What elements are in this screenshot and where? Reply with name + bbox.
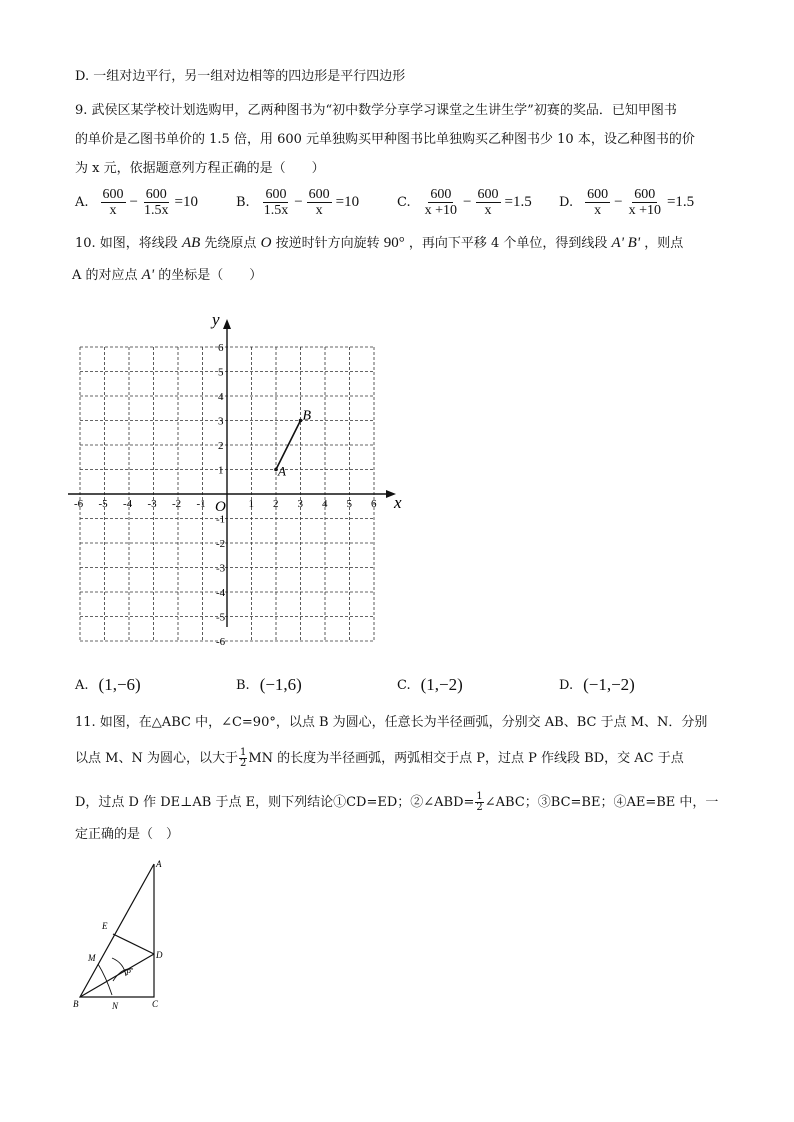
label-m: M [88, 953, 96, 963]
q9-stem-line3: 为 x 元，依据题意列方程正确的是（ ） [75, 161, 325, 176]
x-tick-label: -5 [98, 498, 108, 510]
x-tick-label: 1 [248, 498, 254, 510]
label-e: E [102, 921, 108, 931]
y-tick-label: 6 [218, 342, 224, 354]
y-tick-label: -4 [216, 587, 226, 599]
y-tick-label: -6 [216, 636, 226, 648]
triangle-abc [80, 864, 154, 997]
q9-option-b[interactable]: B. $\frac{600}{1.5x}$ − $\frac{600}{x}$ =10 [236, 187, 360, 218]
q9-stem-line1: 9. 武侯区某学校计划选购甲，乙两种图书为“初中数学分享学习课堂之生讲生学”初赛的奖品．已知甲图书 [75, 103, 677, 118]
x-tick-label: 2 [273, 498, 279, 510]
tick-labels [74, 342, 377, 648]
y-tick-label: 4 [218, 391, 224, 403]
q10-option-c[interactable]: C. (1,−2) [397, 675, 463, 694]
q8-option-d: D. 一组对边平行，另一组对边相等的四边形是平行四边形 [75, 69, 406, 84]
label-c: C [152, 999, 159, 1009]
q9-option-c[interactable]: C. $\frac{600}{x +10}$ − $\frac{600}{x}$ =1.5 [397, 187, 532, 218]
label-p: P [126, 968, 131, 977]
x-tick-label: 5 [346, 498, 352, 510]
q11-stem-line2: 以点 M、N 为圆心，以大于 $\frac{1}{2}$ MN 的长度为半径画弧，两弧相交于点 P，过点 P 作线段 BD，交 AC 于点 [75, 747, 684, 769]
x-tick-label: -3 [147, 498, 157, 510]
q11-stem-line4: 定正确的是（ ） [75, 827, 180, 842]
label-d: D [156, 950, 163, 960]
x-tick-label: -2 [172, 498, 182, 510]
y-tick-label: 3 [218, 415, 224, 428]
q11-stem-line3: D，过点 D 作 DE⊥AB 于点 E，则下列结论①CD=ED；②∠ABD= $\frac{1}{2}$ ∠ABC；③BC=BE；④AE=BE 中，一 [75, 791, 719, 813]
x-tick-label: -6 [74, 498, 84, 510]
point-a-label: A [278, 463, 286, 479]
x-tick-label: 6 [371, 498, 377, 510]
q10-option-d[interactable]: D. (−1,−2) [559, 675, 635, 694]
y-tick-label: -1 [216, 513, 226, 526]
y-tick-label: -2 [216, 538, 226, 550]
segment-de [113, 934, 154, 954]
y-axis-arrow [223, 319, 231, 329]
axes [68, 310, 402, 627]
label-a: A [156, 859, 162, 869]
y-tick-label: 2 [218, 440, 224, 452]
x-axis-label: x [394, 493, 402, 512]
segment-ab [274, 409, 311, 479]
q11-triangle-figure [70, 855, 180, 1015]
q10-option-b[interactable]: B. (−1,6) [236, 675, 302, 694]
q10-coordinate-graph [60, 298, 420, 670]
y-tick-label: 1 [218, 464, 224, 477]
point-b-label: B [302, 408, 312, 424]
x-tick-label: -1 [196, 498, 206, 510]
y-tick-label: -3 [216, 562, 226, 575]
x-tick-label: -4 [123, 498, 133, 510]
x-tick-label: 4 [322, 498, 328, 510]
y-axis-label: y [212, 310, 220, 329]
q9-stem-line2: 的单价是乙图书单价的 1.5 倍，用 600 元单独购买甲种图书比单独购买乙种图书少 10 本，设乙种图书的价 [75, 132, 695, 147]
q11-stem-line1: 11. 如图，在△ABC 中，∠C=90°，以点 B 为圆心，任意长为半径画弧，分别交 AB、BC 于点 M、N．分别 [75, 715, 708, 730]
label-n: N [112, 1001, 119, 1011]
y-tick-label: -5 [216, 611, 226, 624]
q10-option-a[interactable]: A. (1,−6) [75, 675, 141, 694]
origin-label: O [215, 499, 226, 515]
x-tick-label: 3 [297, 498, 303, 510]
q10-stem-line1: 10. 如图，将线段 AB 先绕原点 O 按逆时针方向旋转 90° ，再向下平移 4 个单位，得到线段 A' B' ，则点 [75, 235, 684, 251]
q10-stem-line2: A 的对应点 A' 的坐标是（ ） [72, 267, 263, 283]
label-b: B [73, 999, 79, 1009]
q9-option-d[interactable]: D. $\frac{600}{x}$ − $\frac{600}{x +10}$ =1.5 [559, 187, 695, 218]
y-tick-label: 5 [218, 366, 224, 379]
q9-option-a[interactable]: A. $\frac{600}{x}$ − $\frac{600}{1.5x}$ =10 [75, 187, 198, 218]
